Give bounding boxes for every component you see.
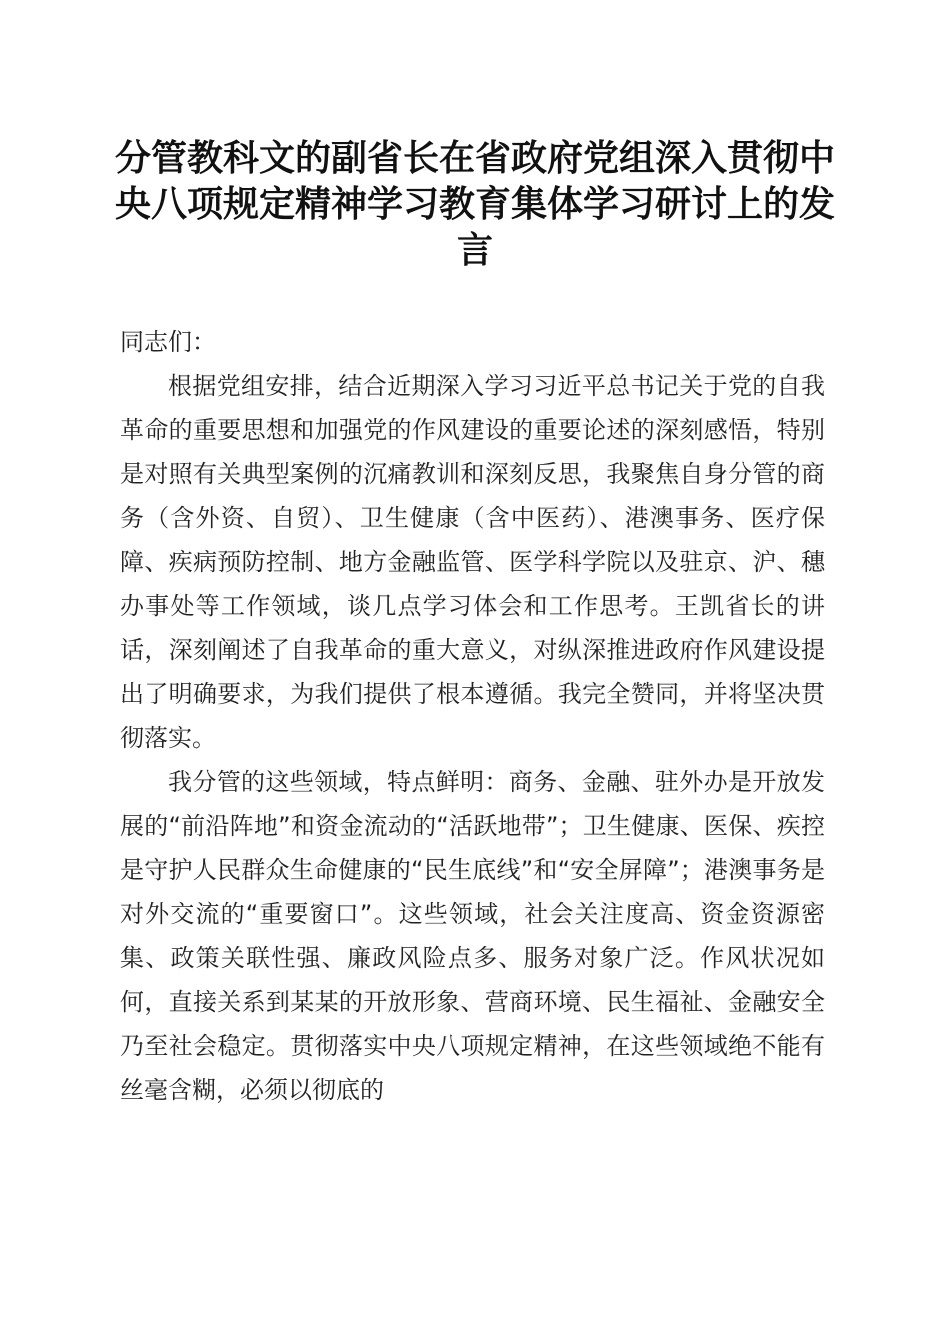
paragraph-1: 根据党组安排，结合近期深入学习习近平总书记关于党的自我革命的重要思想和加强党的作风建设的重要论述的深刻感悟，特别是对照有关典型案例的沉痛教训和深刻反思，我聚焦自身分管的商务（含外资、自贸）、卫生健康（含中医药）、港澳事务、医疗保障、疾病预防控制、地方金融监管、医学科学院以及驻京、沪、穗办事处等工作领域，谈几点学习体会和工作思考。王凯省长的讲话，深刻阐述了自我革命的重大意义，对纵深推进政府作风建设提出了明确要求，为我们提供了根本遵循。我完全赞同，并将坚决贯彻落实。 — [120, 372, 825, 752]
document-body — [120, 320, 825, 1112]
paragraph-2: 我分管的这些领域，特点鲜明：商务、金融、驻外办是开放发展的“前沿阵地”和资金流动的“活跃地带”；卫生健康、医保、疾控是守护人民群众生命健康的“民生底线”和“安全屏障”；港澳事务是对外交流的“重要窗口”。这些领域，社会关注度高、资金资源密集、政策关联性强、廉政风险点多、服务对象广泛。作风状况如何，直接关系到某某的开放形象、营商环境、民生福祉、金融安全乃至社会稳定。贯彻落实中央八项规定精神，在这些领域绝不能有丝毫含糊，必须以彻底的 — [120, 768, 825, 1104]
salutation: 同志们： — [120, 328, 216, 356]
document-title: 分管教科文的副省长在省政府党组深入贯彻中央八项规定精神学习教育集体学习研讨上的发言 — [114, 137, 835, 271]
